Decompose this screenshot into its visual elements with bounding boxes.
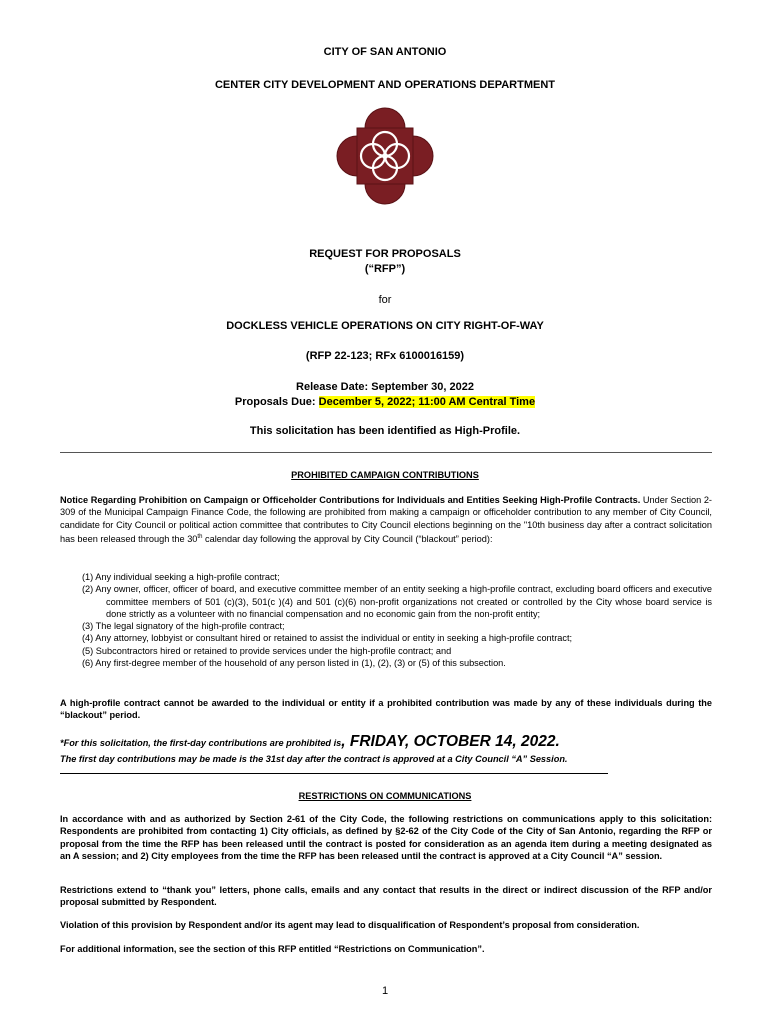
project-title: DOCKLESS VEHICLE OPERATIONS ON CITY RIGHT-OF-WAY [226,320,544,332]
campaign-notice-text: Under Section 2-309 of the Municipal Campaign Finance Code, the following are prohibited from making a campaign or officeholder contribution to any member of City Council, candidate for City Council or political action committee that contributes to City Council elections beginning on the "10th business day after a contract solicitation has been released through the 30 [60,495,712,544]
proposals-due [0,396,770,408]
high-profile-notice: This solicitation has been identified as High-Profile. [249,425,521,437]
rfp-numbers: (RFP 22-123; RFx 6100016159) [305,350,465,362]
communications-para-1: In accordance with and as authorized by Section 2-61 of the City Code, the following restrictions on communications apply to this solicitation: Respondents are prohibited from contacting 1) City officials, as defined by §2-62 of the City Code of the City of San Antonio, regarding the RFP or proposal from the time the RFP has been released until the contract is posted for consideration as an agenda item during a meeting designated as an A session; and 2) City employees from the time the RFP has been released until the contract is approved at a City Council “A” session. [60,814,712,861]
list-item: (2) Any owner, officer, officer of board, and executive committee member of an entity seeking a high-profile contract, excluding board officers and executive committee members of 501 (c)(3), 501(c )(4) and 501 (c)(6) non-profit organizations not created or controlled by the City whose board service is done strictly as a volunteer with no financial compensation and no economic gain from the non-profit entity; [82,584,712,619]
city-seal-logo [333,104,437,208]
release-date: Release Date: September 30, 2022 [296,381,474,393]
campaign-notice [60,494,712,545]
campaign-notice-text-end: calendar day following the approval by City Council (“blackout” period): [202,533,493,544]
award-note: A high-profile contract cannot be awarded to the individual or entity if a prohibited contribution was made by any of these individuals during the “blackout” period. [60,698,712,721]
first-day-prefix: *For this solicitation, the first-day contributions are prohibited is [60,738,342,748]
proposals-due-value: December 5, 2022; 11:00 AM Central Time [318,396,536,408]
list-item: (4) Any attorney, lobbyist or consultant hired or retained to assist the individual or entity in seeking a high-profile contract; [82,633,573,644]
rfp-abbrev: (“RFP”) [364,263,406,275]
communications-para-3: Violation of this provision by Respondent and/or its agent may lead to disqualification of Respondent’s proposal from consideration. [60,920,640,930]
list-item: (3) The legal signatory of the high-profile contract; [82,621,285,632]
first-day-date: , FRIDAY, OCTOBER 14, 2022. [341,733,560,750]
communications-para-2: Restrictions extend to “thank you” letters, phone calls, emails and any contact that results in the direct or indirect discussion of the RFP and/or proposal submitted by Respondent. [60,885,712,908]
communications-heading: RESTRICTIONS ON COMMUNICATIONS [298,791,472,801]
list-item: (1) Any individual seeking a high-profile contract; [82,572,280,582]
list-item: (6) Any first-degree member of the household of any person listed in (1), (2), (3) or (5) of this subsection. [82,658,506,669]
divider-line [60,452,712,453]
first-day-line [60,733,712,752]
superscript-th: th [197,533,203,540]
department-name: CENTER CITY DEVELOPMENT AND OPERATIONS DEPARTMENT [214,79,555,91]
first-day-note: The first day contributions may be made is the 31st day after the contract is approved at a City Council “A” Session. [60,754,568,764]
communications-para-4: For additional information, see the section of this RFP entitled “Restrictions on Communication”. [60,944,485,954]
for-text: for [378,294,392,306]
campaign-heading: PROHIBITED CAMPAIGN CONTRIBUTIONS [291,470,479,480]
page-number: 1 [381,985,389,997]
prohibited-list [82,571,712,669]
list-item: (5) Subcontractors hired or retained to provide services under the high-profile contract; and [82,645,452,656]
section-divider [60,773,608,774]
city-of-san-antonio-seal-icon [333,104,437,208]
campaign-notice-bold: Notice Regarding Prohibition on Campaign or Officeholder Contributions for Individuals and Entities Seeking High-Profile Contracts. [60,495,641,505]
rfp-title: REQUEST FOR PROPOSALS [309,248,461,260]
city-name: CITY OF SAN ANTONIO [323,46,447,58]
proposals-due-label: Proposals Due: [234,396,319,408]
